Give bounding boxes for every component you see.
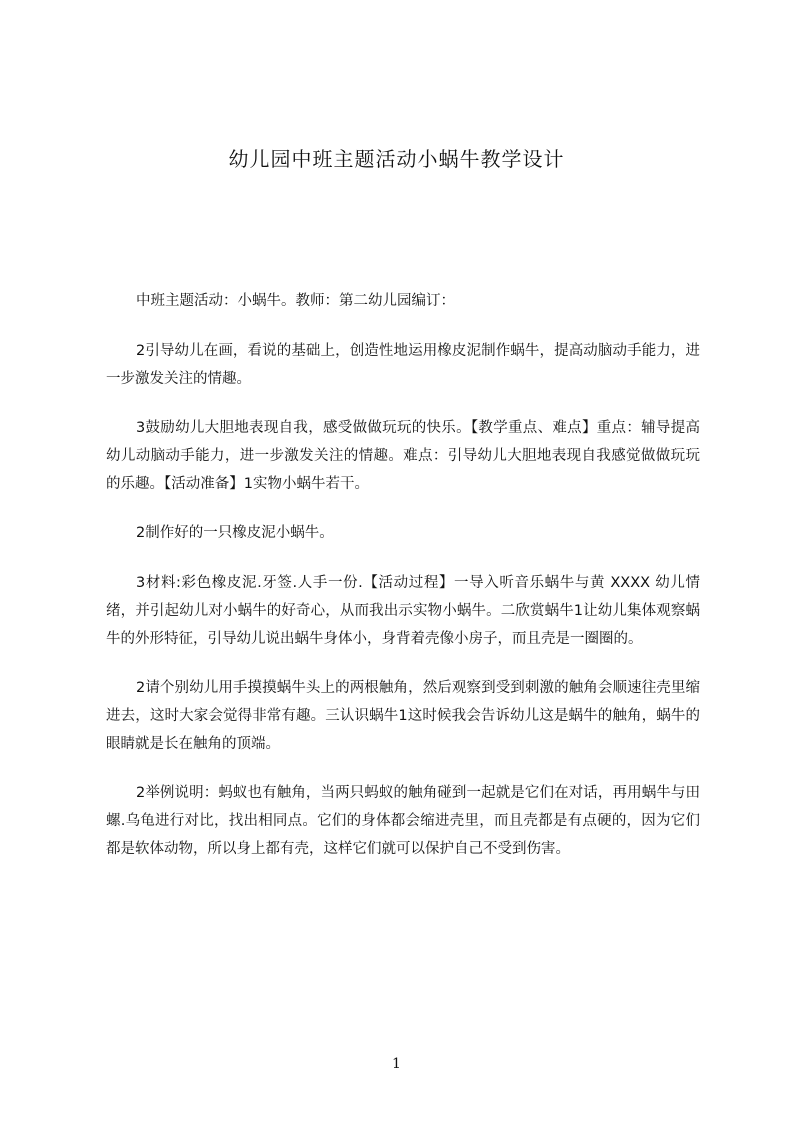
- paragraph-materials: 3材料:彩色橡皮泥.牙签.人手一份.【活动过程】一导入听音乐蜗牛与黄 XXXX 幼儿情绪，并引起幼儿对小蜗牛的好奇心，从而我出示实物小蜗牛。二欣赏蜗牛1让幼儿集体观察蜗牛的外形特征，引导幼儿说出蜗牛身体小，身背着壳像小房子，而且壳是一圈圈的。: [106, 575, 700, 647]
- document-title: 幼儿园中班主题活动小蜗牛教学设计: [228, 147, 565, 171]
- paragraph-example: 2举例说明：蚂蚁也有触角，当两只蚂蚁的触角碰到一起就是它们在对话，再用蜗牛与田螺.乌龟进行对比，找出相同点。它们的身体都会缩进壳里，而且壳都是有点硬的，因为它们都是软体动物，所以身上都有壳，这样它们就可以保护自己不受到伤害。: [106, 785, 700, 857]
- paragraph-intro: 中班主题活动：小蜗牛。教师：第二幼儿园编订：: [136, 293, 455, 309]
- paragraph-touch-antennae: 2请个别幼儿用手摸摸蜗牛头上的两根触角，然后观察到受到刺激的触角会顺速往壳里缩进去，这时大家会觉得非常有趣。三认识蜗牛1这时候我会告诉幼儿这是蜗牛的触角，蜗牛的眼睛就是长在触角的顶端。: [106, 680, 700, 752]
- paragraph-goal-3: 3鼓励幼儿大胆地表现自我，感受做做玩玩的快乐。【教学重点、难点】重点：辅导提高幼儿动脑动手能力，进一步激发关注的情趣。难点：引导幼儿大胆地表现自我感觉做做玩玩的乐趣。【活动准备】1实物小蜗牛若干。: [106, 420, 700, 492]
- document-body: [106, 287, 700, 863]
- paragraph-prep-2: 2制作好的一只橡皮泥小蜗牛。: [136, 525, 334, 541]
- page-number: 1: [392, 1056, 401, 1072]
- paragraph-goal-2: 2引导幼儿在画，看说的基础上，创造性地运用橡皮泥制作蜗牛，提高动脑动手能力，进一步激发关注的情趣。: [106, 343, 700, 387]
